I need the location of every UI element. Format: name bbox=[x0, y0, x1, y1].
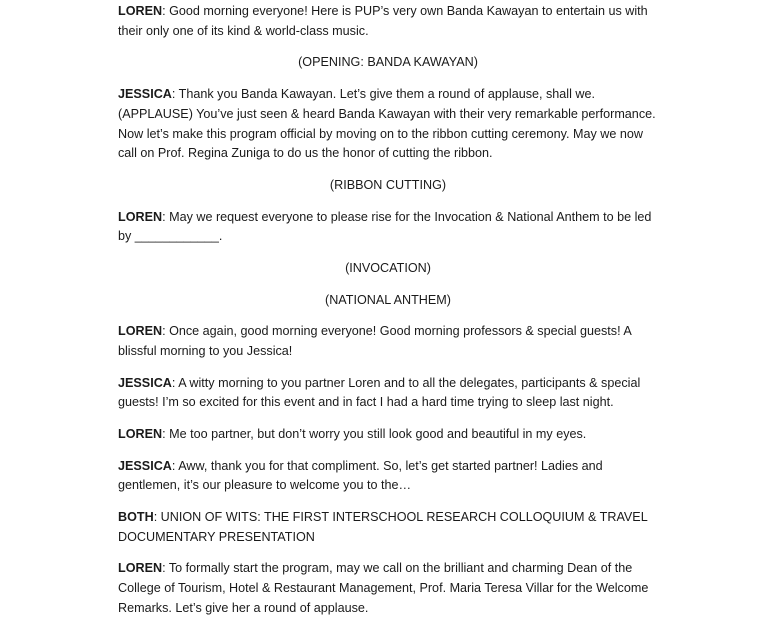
script-line bbox=[118, 2, 658, 42]
script-line bbox=[118, 457, 658, 497]
speaker-name: BOTH bbox=[118, 509, 154, 524]
script-line bbox=[118, 559, 658, 618]
script-line bbox=[118, 425, 658, 445]
line-text: : Thank you Banda Kawayan. Let’s give them a round of applause, shall we. (APPLAUSE) You’ve just seen & heard Banda Kawayan with their very remarkable performance. Now let’s make this program official by moving on to the ribbon cutting ceremony. May we now call on Prof. Regina Zuniga to do us the honor of cutting the ribbon. bbox=[118, 86, 656, 161]
speaker-name: LOREN bbox=[118, 4, 163, 18]
speaker-name: LOREN bbox=[118, 324, 163, 339]
line-text: : May we request everyone to please rise for the Invocation & National Anthem to be led by ____________. bbox=[118, 209, 652, 244]
stage-cue: (OPENING: BANDA KAWAYAN) bbox=[298, 55, 478, 70]
speaker-name: LOREN bbox=[118, 561, 163, 576]
speaker-name: LOREN bbox=[118, 209, 163, 224]
line-text: : Once again, good morning everyone! Good morning professors & special guests! A blissful morning to you Jessica! bbox=[118, 324, 632, 358]
script-line bbox=[118, 85, 658, 164]
line-text: : To formally start the program, may we call on the brilliant and charming Dean of the College of Tourism, Hotel & Restaurant Management, Prof. Maria Teresa Villar for the Welcome Remarks. Let’s give her a round of applause. bbox=[118, 561, 649, 615]
line-text: : A witty morning to you partner Loren and to all the delegates, participants & special guests! I’m so excited for this event and in fact I had a hard time trying to sleep last night. bbox=[118, 375, 641, 410]
line-text: : Aww, thank you for that compliment. So, let’s get started partner! Ladies and gentlemen, it’s our pleasure to welcome you to the… bbox=[118, 458, 603, 493]
script-line bbox=[118, 374, 658, 414]
speaker-name: JESSICA bbox=[118, 86, 172, 101]
script-line bbox=[118, 208, 658, 248]
speaker-name: JESSICA bbox=[118, 458, 172, 473]
line-text: : UNION OF WITS: THE FIRST INTERSCHOOL RESEARCH COLLOQUIUM & TRAVEL DOCUMENTARY PRESENTATION bbox=[118, 509, 648, 544]
script-document bbox=[118, 2, 658, 630]
speaker-name: LOREN bbox=[118, 426, 163, 441]
line-text: : Good morning everyone! Here is PUP’s very own Banda Kawayan to entertain us with their only one of its kind & world-class music. bbox=[118, 4, 648, 38]
script-line bbox=[118, 322, 658, 362]
stage-cue: (NATIONAL ANTHEM) bbox=[325, 292, 451, 307]
stage-cue: (INVOCATION) bbox=[345, 260, 431, 275]
script-line bbox=[118, 508, 658, 548]
speaker-name: JESSICA bbox=[118, 375, 172, 390]
line-text: : Me too partner, but don’t worry you still look good and beautiful in my eyes. bbox=[162, 426, 587, 441]
stage-cue: (RIBBON CUTTING) bbox=[329, 177, 447, 192]
